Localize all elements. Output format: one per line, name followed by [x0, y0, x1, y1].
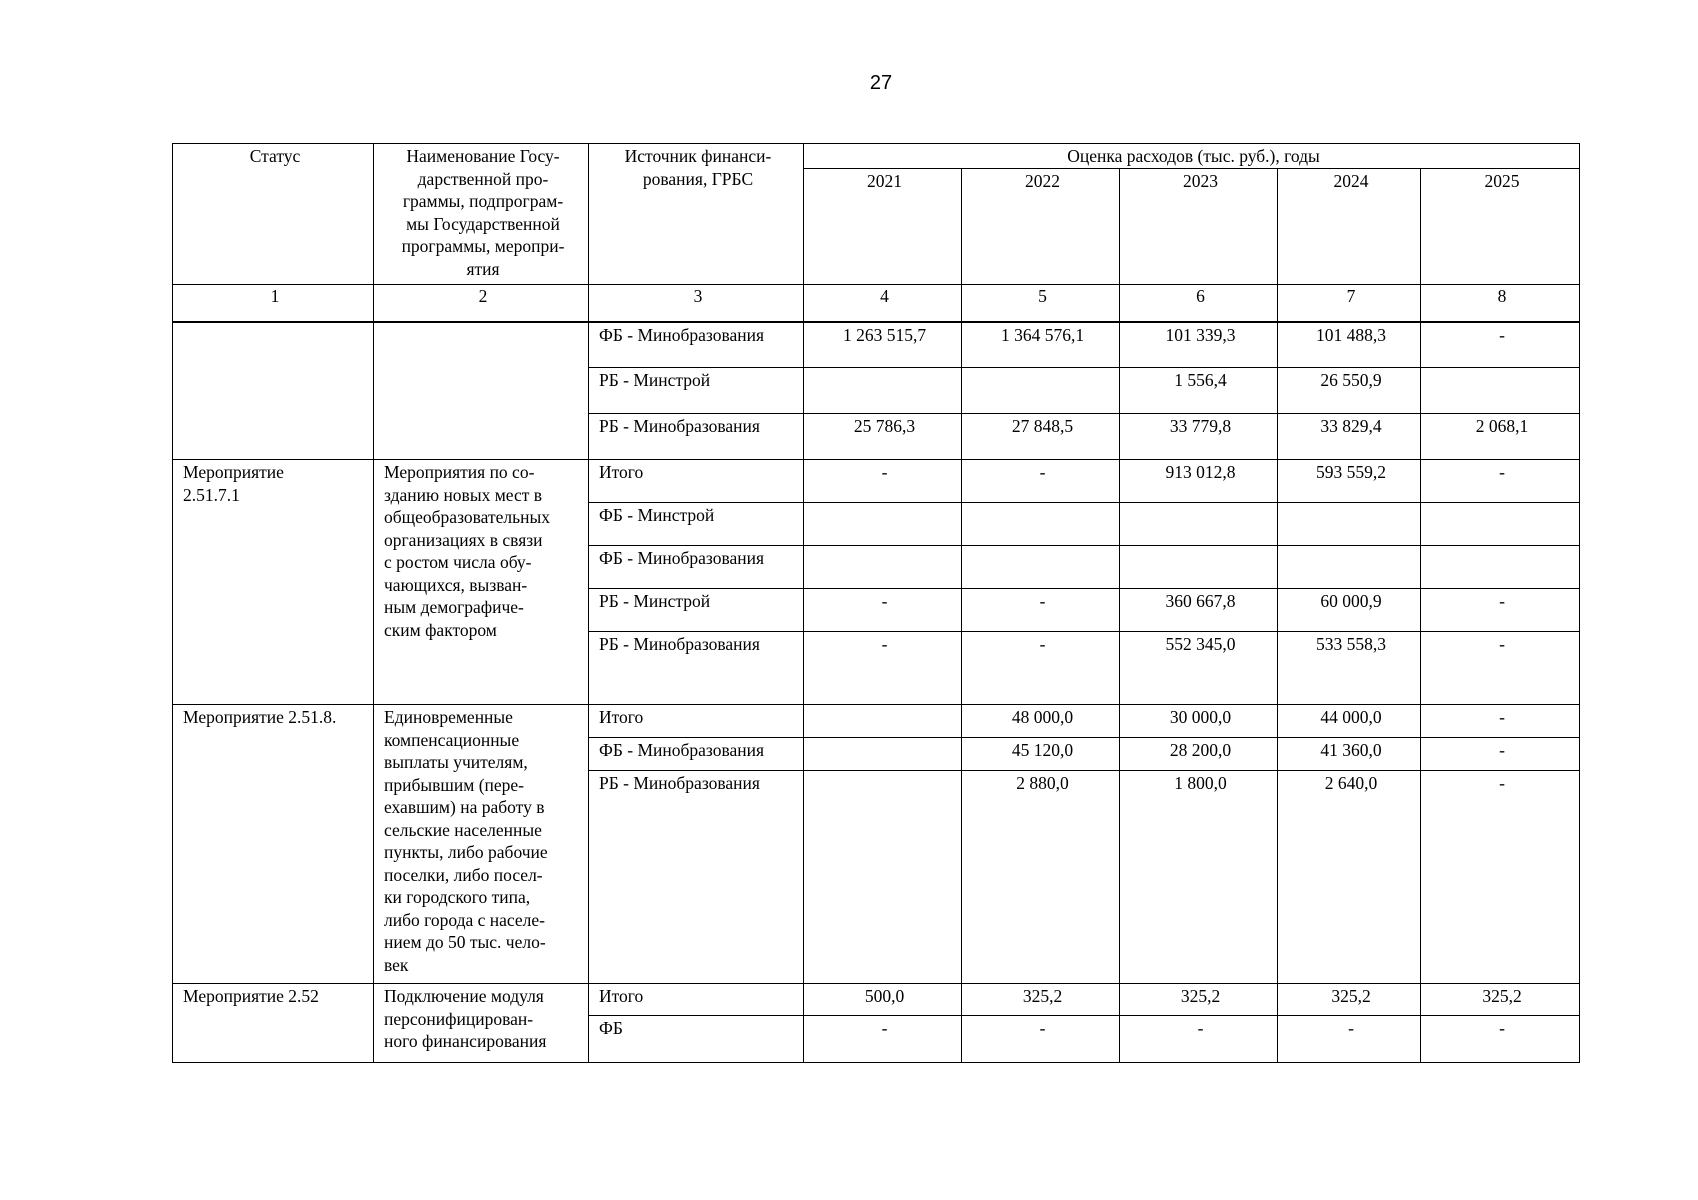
header-year-2022: 2022: [962, 169, 1120, 285]
value-2022: 27 848,5: [962, 414, 1120, 460]
table-row: [173, 705, 1580, 738]
value-2022: -: [962, 589, 1120, 632]
header-year-2024: 2024: [1278, 169, 1421, 285]
value-2023: [1120, 503, 1278, 546]
funding-source: Итого: [589, 460, 804, 503]
value-2025: -: [1421, 771, 1580, 984]
value-2023: 325,2: [1120, 984, 1278, 1016]
column-number: 2: [374, 285, 589, 322]
value-2024: 60 000,9: [1278, 589, 1421, 632]
value-2021: [804, 546, 962, 589]
column-number: 4: [804, 285, 962, 322]
value-2023: 30 000,0: [1120, 705, 1278, 738]
value-2021: 500,0: [804, 984, 962, 1016]
value-2025: 2 068,1: [1421, 414, 1580, 460]
value-2021: -: [804, 460, 962, 503]
budget-table: [172, 143, 1580, 1063]
measure-name: Единовременные компенсационные выплаты учителям, прибывшим (пере- ехавшим) на работу в сельские населенные пункты, либо рабочие поселки, либо посел- ки городского типа, либо города с населе- нием до 50 тыс. чело- век: [374, 705, 589, 984]
value-2023: -: [1120, 1016, 1278, 1063]
funding-source: ФБ - Минобразования: [589, 322, 804, 368]
value-2024: 44 000,0: [1278, 705, 1421, 738]
measure-status: Мероприятие 2.51.8.: [173, 705, 374, 984]
value-2022: [962, 546, 1120, 589]
funding-source: ФБ - Минобразования: [589, 738, 804, 771]
value-2021: [804, 771, 962, 984]
funding-source: ФБ: [589, 1016, 804, 1063]
value-2023: 101 339,3: [1120, 322, 1278, 368]
value-2025: [1421, 503, 1580, 546]
measure-name: Мероприятия по со- зданию новых мест в общеобразовательных организациях в связи с ростом числа обу- чающихся, вызван- ным демографиче- ским фактором: [374, 460, 589, 705]
header-estimate: Оценка расходов (тыс. руб.), годы: [804, 144, 1580, 169]
value-2021: -: [804, 589, 962, 632]
header-year-2025: 2025: [1421, 169, 1580, 285]
value-2021: [804, 705, 962, 738]
value-2022: 45 120,0: [962, 738, 1120, 771]
measure-status: Мероприятие 2.52: [173, 984, 374, 1063]
funding-source: ФБ - Минобразования: [589, 546, 804, 589]
value-2025: -: [1421, 632, 1580, 705]
funding-source: РБ - Минобразования: [589, 632, 804, 705]
value-2024: 26 550,9: [1278, 368, 1421, 414]
value-2025: -: [1421, 705, 1580, 738]
value-2025: -: [1421, 738, 1580, 771]
header-name: Наименование Госу- дарственной про- граммы, подпрограм- мы Государственной программы, меропри- ятия: [374, 144, 589, 285]
value-2022: [962, 503, 1120, 546]
value-2023: 28 200,0: [1120, 738, 1278, 771]
value-2024: 33 829,4: [1278, 414, 1421, 460]
value-2021: 25 786,3: [804, 414, 962, 460]
funding-source: РБ - Минстрой: [589, 368, 804, 414]
value-2023: 33 779,8: [1120, 414, 1278, 460]
value-2025: 325,2: [1421, 984, 1580, 1016]
value-2024: 533 558,3: [1278, 632, 1421, 705]
funding-source: РБ - Минобразования: [589, 771, 804, 984]
value-2024: [1278, 546, 1421, 589]
value-2024: 325,2: [1278, 984, 1421, 1016]
column-number: 6: [1120, 285, 1278, 322]
value-2021: -: [804, 632, 962, 705]
funding-source: ФБ - Минстрой: [589, 503, 804, 546]
header-year-2021: 2021: [804, 169, 962, 285]
value-2024: -: [1278, 1016, 1421, 1063]
value-2023: 552 345,0: [1120, 632, 1278, 705]
value-2023: 913 012,8: [1120, 460, 1278, 503]
value-2021: [804, 738, 962, 771]
header-year-2023: 2023: [1120, 169, 1278, 285]
value-2025: -: [1421, 1016, 1580, 1063]
funding-source: Итого: [589, 705, 804, 738]
value-2022: 48 000,0: [962, 705, 1120, 738]
value-2022: 1 364 576,1: [962, 322, 1120, 368]
measure-name: Подключение модуля персонифицирован- ного финансирования: [374, 984, 589, 1063]
header-status: Статус: [173, 144, 374, 285]
funding-source: РБ - Минстрой: [589, 589, 804, 632]
value-2021: [804, 368, 962, 414]
value-2024: 2 640,0: [1278, 771, 1421, 984]
page-number: 27: [869, 72, 893, 94]
name-cell: [374, 322, 589, 460]
value-2023: 1 556,4: [1120, 368, 1278, 414]
table-row: [173, 322, 1580, 368]
column-number: 1: [173, 285, 374, 322]
value-2024: 41 360,0: [1278, 738, 1421, 771]
value-2025: -: [1421, 322, 1580, 368]
header-source: Источник финанси- рования, ГРБС: [589, 144, 804, 285]
funding-source: Итого: [589, 984, 804, 1016]
value-2024: 101 488,3: [1278, 322, 1421, 368]
value-2024: 593 559,2: [1278, 460, 1421, 503]
value-2022: -: [962, 460, 1120, 503]
table-row: [173, 460, 1580, 503]
value-2022: -: [962, 632, 1120, 705]
value-2025: [1421, 368, 1580, 414]
value-2021: -: [804, 1016, 962, 1063]
value-2024: [1278, 503, 1421, 546]
funding-source: РБ - Минобразования: [589, 414, 804, 460]
measure-status: Мероприятие 2.51.7.1: [173, 460, 374, 705]
value-2021: 1 263 515,7: [804, 322, 962, 368]
value-2021: [804, 503, 962, 546]
value-2022: 2 880,0: [962, 771, 1120, 984]
value-2025: -: [1421, 460, 1580, 503]
value-2022: 325,2: [962, 984, 1120, 1016]
value-2025: [1421, 546, 1580, 589]
value-2023: 360 667,8: [1120, 589, 1278, 632]
value-2022: [962, 368, 1120, 414]
value-2023: 1 800,0: [1120, 771, 1278, 984]
column-number: 3: [589, 285, 804, 322]
column-number: 5: [962, 285, 1120, 322]
column-number: 8: [1421, 285, 1580, 322]
value-2022: -: [962, 1016, 1120, 1063]
status-cell: [173, 322, 374, 460]
table-row: [173, 984, 1580, 1016]
value-2025: -: [1421, 589, 1580, 632]
value-2023: [1120, 546, 1278, 589]
column-number: 7: [1278, 285, 1421, 322]
